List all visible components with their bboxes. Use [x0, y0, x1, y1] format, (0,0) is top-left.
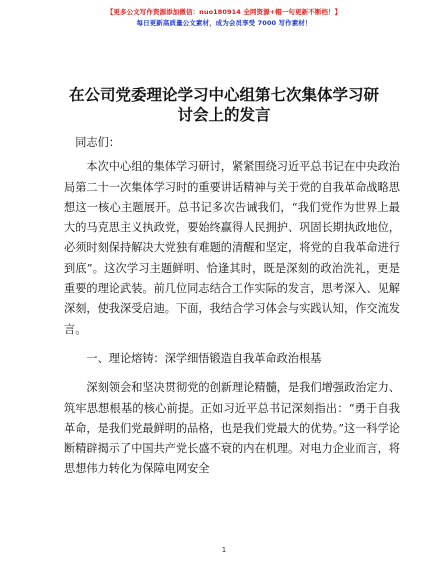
document-body — [64, 133, 400, 480]
page-number: 1 — [221, 546, 227, 554]
promo-banner-line-1: 【更多公文写作资源添加微信：nuo180914 全网资源+帽一句更新不断档！】 — [106, 8, 342, 16]
paragraph-intro: 本次中心组的集体学习研讨，紧紧围绕习近平总书记在中央政治局第二十一次集体学习时的重要讲话精神与关于党的自我革命战略思想这一核心主题展开。总书记多次告诫我们，“我们党作为世界上最大的马克思主义执政党，要始终赢得人民拥护、巩固长期执政地位，必须时刻保持解决大党独有难题的清醒和坚定，将党的自我革命进行到底”。这次学习主题鲜明、恰逢其时，既是深刻的政治洗礼，更是重要的理论武装。前几位同志结合工作实际的发言，思考深入、见解深刻，使我深受启迪。下面，我结合学习体会与实践认知，作交流发言。 — [64, 160, 400, 336]
title-line-2: 讨会上的发言 — [177, 105, 271, 124]
promo-banner-line-2: 每日更新高质量公文素材，成为会员享受 7000 写作素材！ — [136, 19, 312, 27]
document-title — [40, 85, 408, 125]
section-heading-1: 一、理论熔铸：深学细悟锻造自我革命政治根基 — [86, 351, 322, 365]
paragraph-section-1: 深刻领会和坚决贯彻党的创新理论精髓，是我们增强政治定力、筑牢思想根基的核心前提。正如习近平总书记深刻指出：“勇于自我革命，是我们党最鲜明的品格，也是我们党最大的优势。”这一科学论断精辟揭示了中国共产党长盛不衰的内在机理。对电力企业而言，将思想伟力转化为保障电网安全 — [64, 381, 400, 476]
salutation: 同志们： — [75, 136, 120, 149]
title-line-1: 在公司党委理论学习中心组第七次集体学习研 — [68, 85, 379, 104]
